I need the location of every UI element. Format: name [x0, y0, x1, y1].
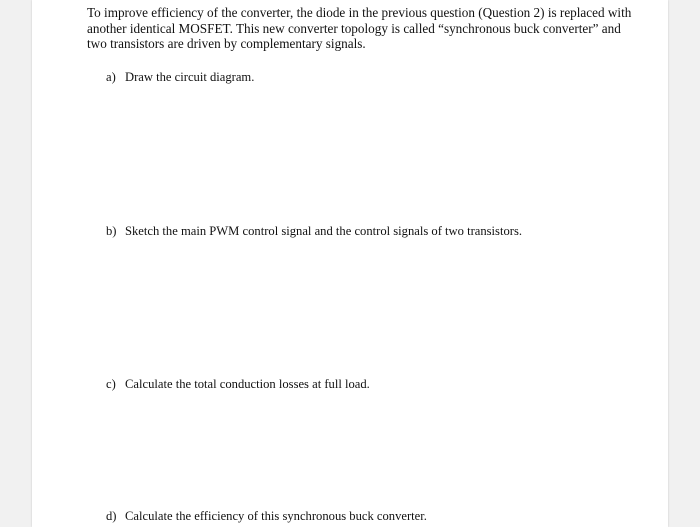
question-b-marker: b): [106, 224, 117, 238]
question-d-text: Calculate the efficiency of this synchronous buck converter.: [125, 509, 427, 523]
intro-paragraph: To improve efficiency of the converter, the diode in the previous question (Question 2) is replaced with another identical MOSFET. This new converter topology is called “synchronous buck converter” and two transistors are driven by complementary signals.: [87, 5, 632, 52]
question-d: [106, 509, 427, 524]
question-c-marker: c): [106, 377, 116, 391]
question-c-text: Calculate the total conduction losses at full load.: [125, 377, 370, 391]
question-b: [106, 224, 522, 239]
question-a: [106, 70, 254, 85]
question-b-text: Sketch the main PWM control signal and the control signals of two transistors.: [125, 224, 522, 238]
question-a-marker: a): [106, 70, 116, 84]
question-a-text: Draw the circuit diagram.: [125, 70, 255, 84]
question-d-marker: d): [106, 509, 117, 523]
document-page: [32, 0, 668, 527]
question-c: [106, 377, 370, 392]
